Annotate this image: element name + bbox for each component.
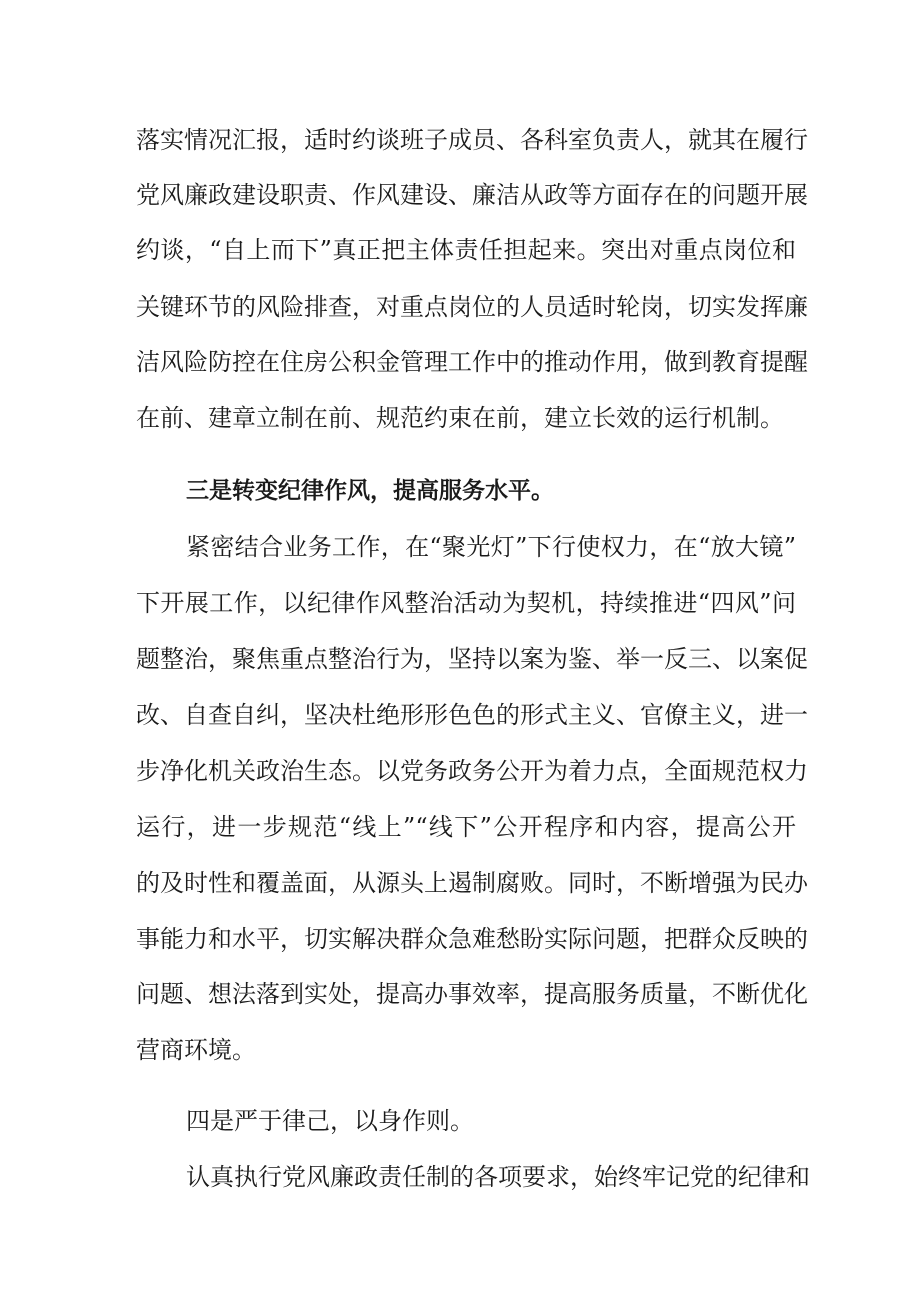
paragraph-line: 运行，进一步规范“线上”“线下”公开程序和内容，提高公开: [136, 813, 796, 841]
paragraph-line: 下开展工作，以纪律作风整治活动为契机，持续推进“四风”问: [136, 589, 796, 617]
paragraph-line: 党风廉政建设职责、作风建设、廉洁从政等方面存在的问题开展: [136, 181, 808, 209]
paragraph-line: 改、自查自纠，坚决杜绝形形色色的形式主义、官僚主义，进一: [136, 701, 808, 729]
paragraph-line: 关键环节的风险排查，对重点岗位的人员适时轮岗，切实发挥廉: [136, 293, 808, 321]
paragraph-line: 认真执行党风廉政责任制的各项要求，始终牢记党的纪律和: [186, 1163, 810, 1191]
paragraph-line: 约谈，“自上而下”真正把主体责任担起来。突出对重点岗位和: [136, 236, 796, 264]
paragraph-line: 落实情况汇报，适时约谈班子成员、各科室负责人，就其在履行: [136, 126, 808, 154]
paragraph-line: 的及时性和覆盖面，从源头上遏制腐败。同时，不断增强为民办: [136, 869, 808, 897]
paragraph-line: 紧密结合业务工作，在“聚光灯”下行使权力，在“放大镜”: [186, 533, 796, 561]
paragraph-line: 题整治，聚焦重点整治行为，坚持以案为鉴、举一反三、以案促: [136, 645, 808, 673]
paragraph-line: 洁风险防控在住房公积金管理工作中的推动作用，做到教育提醒: [136, 348, 808, 376]
paragraph-line: 事能力和水平，切实解决群众急难愁盼实际问题，把群众反映的: [136, 925, 808, 953]
paragraph-line: 在前、建章立制在前、规范约束在前，建立长效的运行机制。: [136, 404, 784, 432]
section-heading: 三是转变纪律作风，提高服务水平。: [186, 478, 554, 504]
paragraph-line: 步净化机关政治生态。以党务政务公开为着力点，全面规范权力: [136, 757, 808, 785]
paragraph-line: 问题、想法落到实处，提高办事效率，提高服务质量，不断优化: [136, 980, 808, 1008]
section-heading: 四是严于律己，以身作则。: [186, 1107, 474, 1135]
paragraph-line: 营商环境。: [136, 1036, 256, 1064]
